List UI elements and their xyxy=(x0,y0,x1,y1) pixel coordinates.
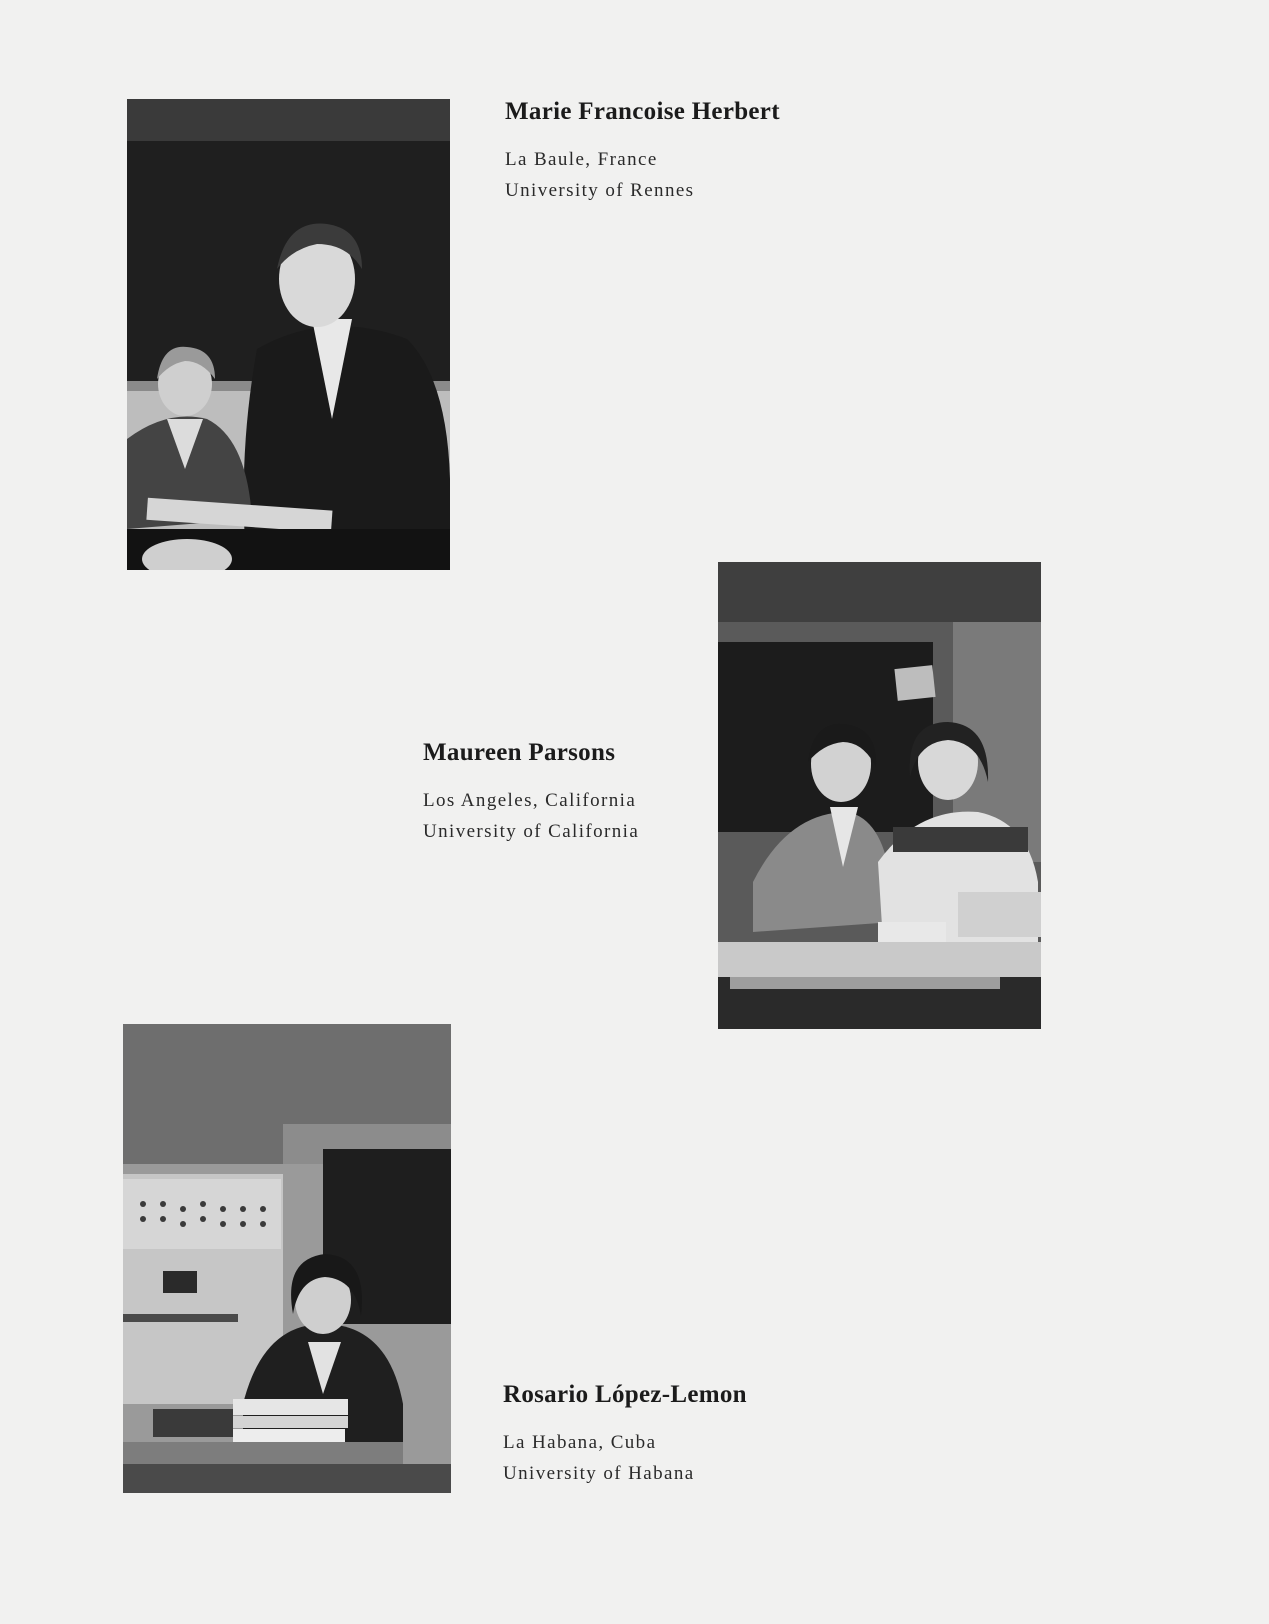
student-hometown: La Baule, France xyxy=(505,149,658,170)
photo-marie-francoise-herbert xyxy=(127,99,450,570)
student-name: Rosario López-Lemon xyxy=(503,1381,747,1408)
photo-rosario-lopez-lemon xyxy=(123,1024,451,1493)
student-university: University of Habana xyxy=(503,1463,695,1484)
caption-marie-francoise-herbert xyxy=(505,98,780,206)
photo-maureen-parsons xyxy=(718,562,1041,1029)
caption-rosario-lopez-lemon xyxy=(503,1381,747,1489)
caption-maureen-parsons xyxy=(423,739,639,847)
student-university: University of Rennes xyxy=(505,180,695,201)
student-hometown: La Habana, Cuba xyxy=(503,1432,657,1453)
student-name: Maureen Parsons xyxy=(423,739,616,766)
student-university: University of California xyxy=(423,821,640,842)
student-name: Marie Francoise Herbert xyxy=(505,98,780,125)
student-hometown: Los Angeles, California xyxy=(423,790,637,811)
